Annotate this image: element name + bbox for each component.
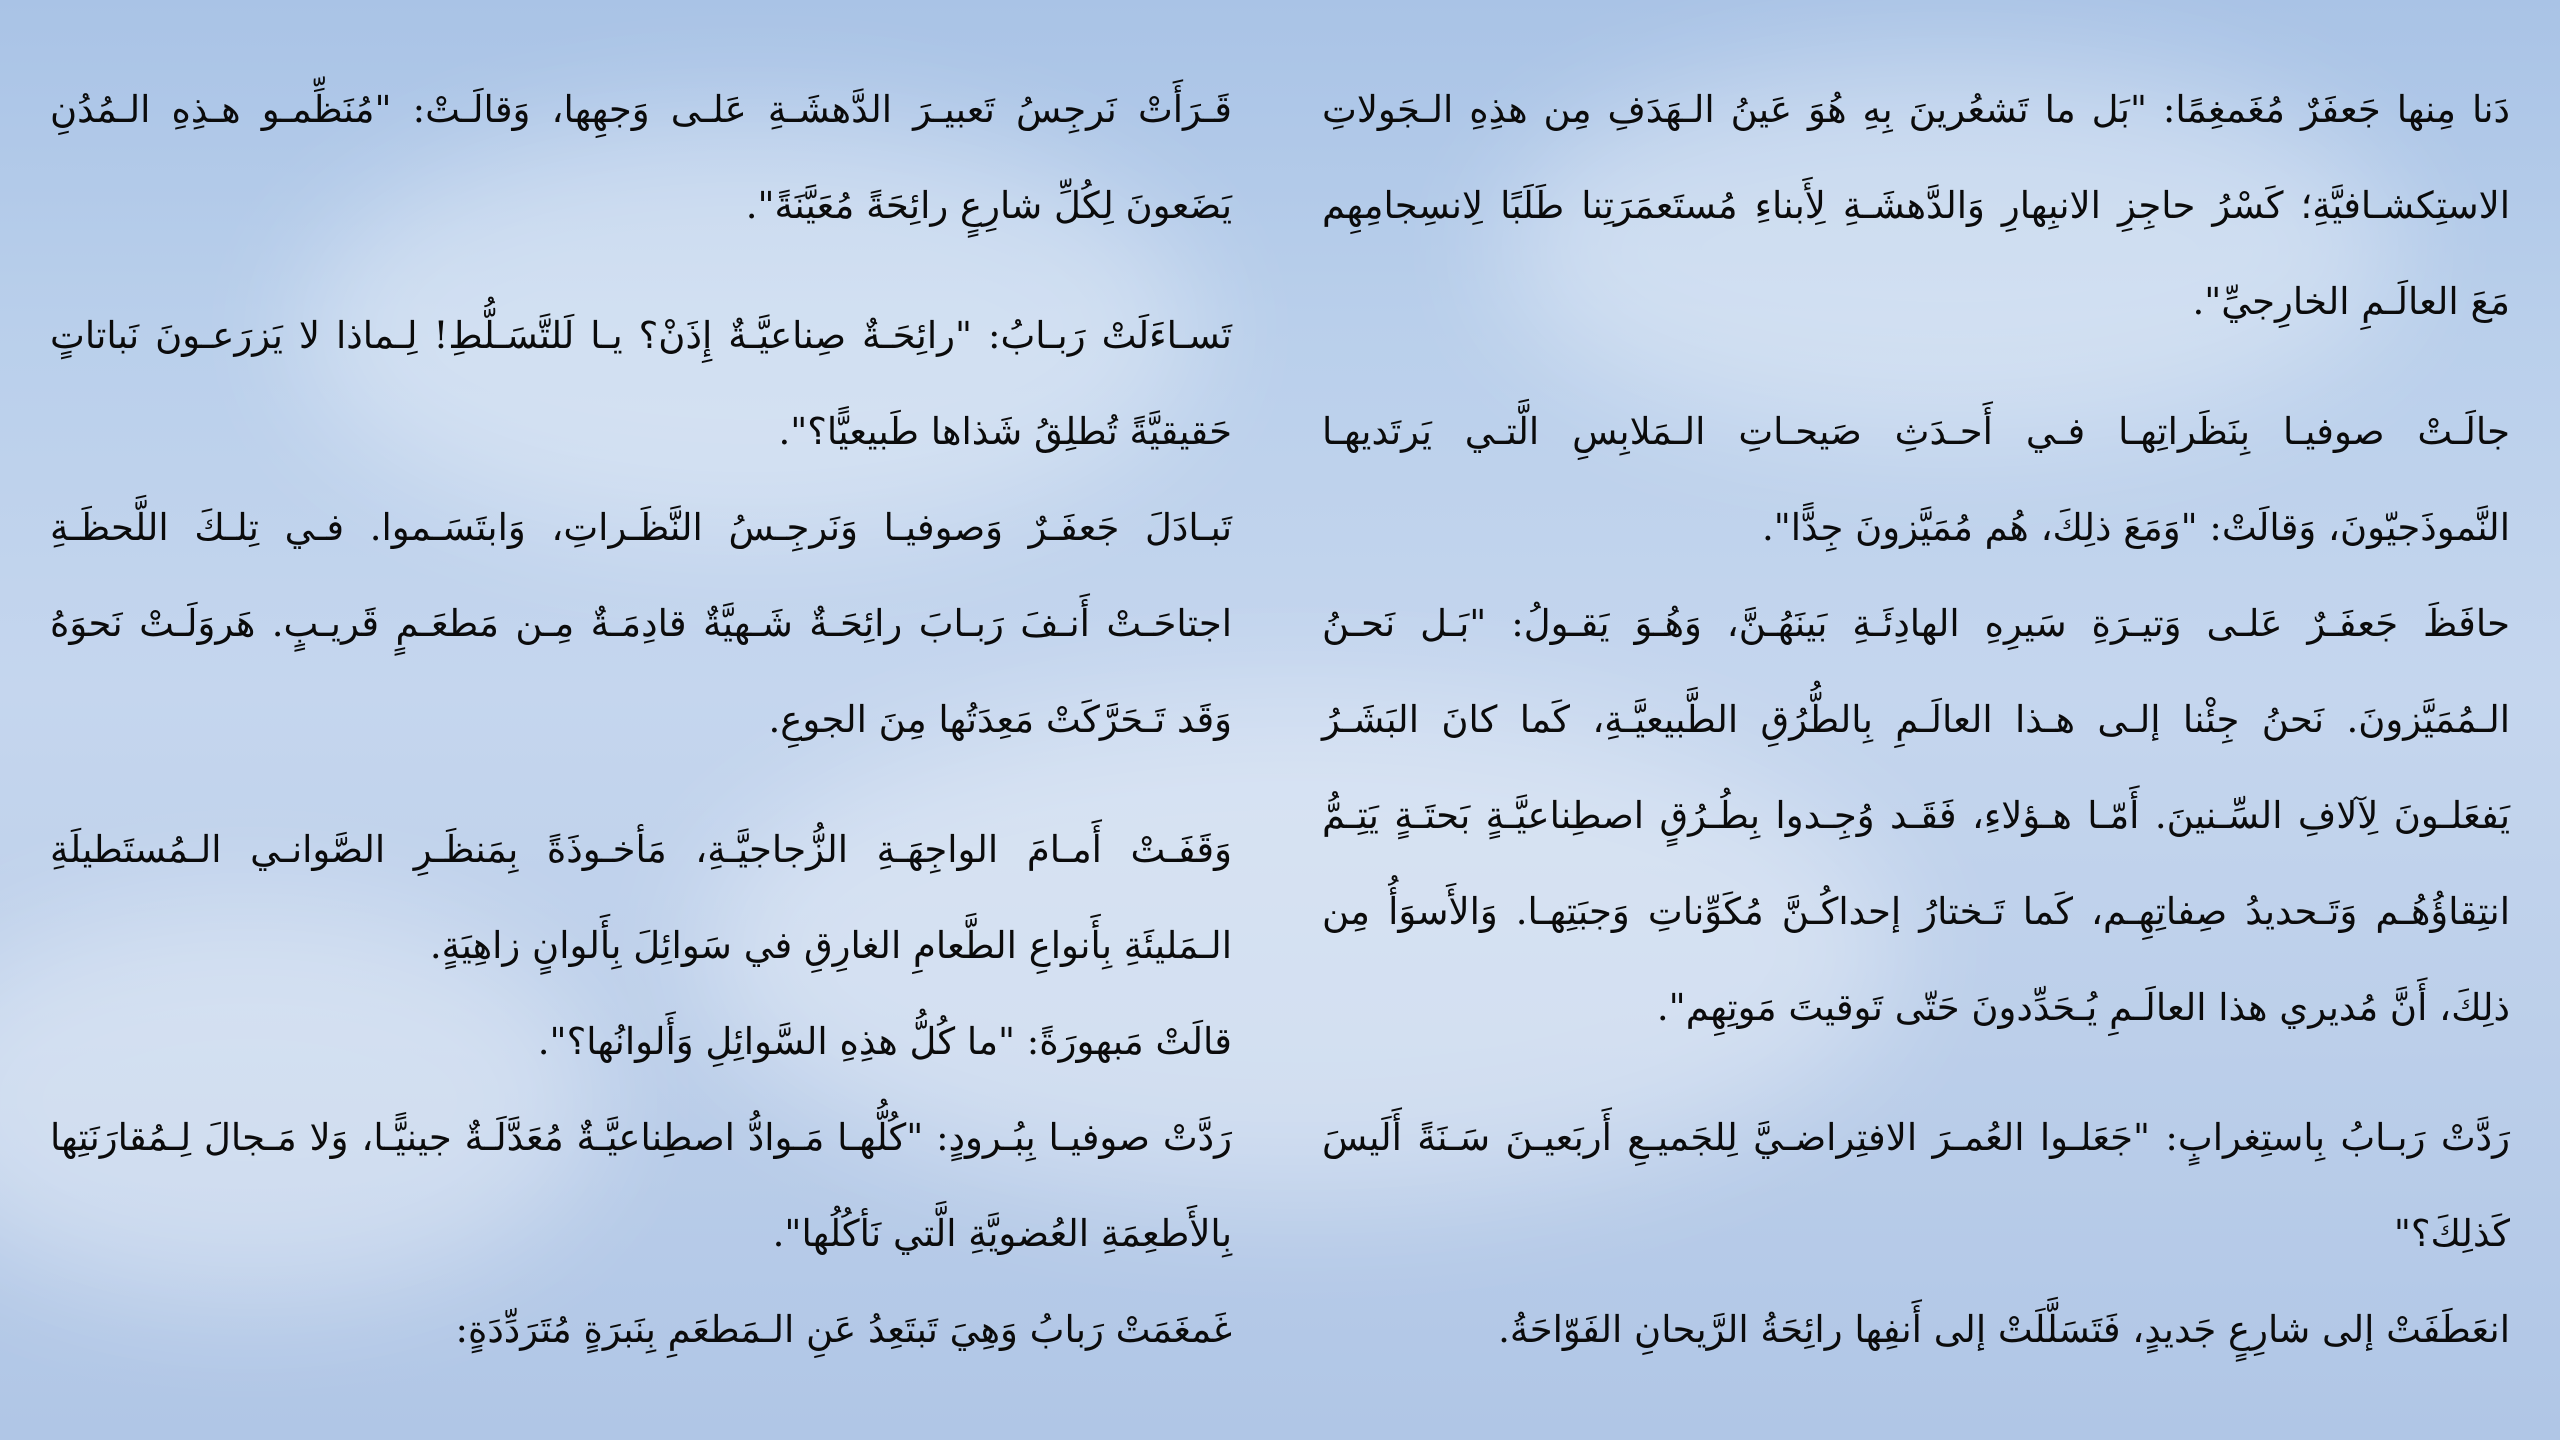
paragraph-exchanged-looks: تَبـادَلَ جَعفَـرٌ وَصوفيـا وَنَرجِـسُ النَّظَـراتِ، وَابتَسَـموا. فـي تِلـكَ اللَّحظَـةِ اجتاحَـتْ أَنـفَ رَبـابَ رائِحَـةٌ شَـهيَّةٌ قادِمَـةٌ مِـن مَطعَـمٍ قَريـبٍ. هَروَلَـتْ نَحوَهُ وَقَد تَـحَرَّكَتْ مَعِدَتُها مِنَ الجوعِ. bbox=[50, 506, 1232, 741]
right-column bbox=[1322, 62, 2510, 1378]
paragraph-gap bbox=[1322, 1056, 2510, 1090]
paragraph-rabab-surprise: رَدَّتْ رَبـابُ بِاستِغرابٍ: "جَعَلـوا العُمـرَ الافتِراضـيَّ لِلجَميـعِ أَربَعيـنَ سَـنَةً أَلَيسَ كَذلِكَ؟" bbox=[1322, 1116, 2510, 1255]
paragraph-new-street: انعَطَفَتْ إلى شارِعٍ جَديدٍ، فَتَسَلَّلَتْ إلى أَنفِها رائِحَةُ الرَّيحانِ الفَوّاحَةُ. bbox=[1498, 1308, 2510, 1351]
paragraph-narjis-read: قَـرَأَتْ نَرجِسُ تَعبيـرَ الدَّهشَـةِ عَلـى وَجهِها، وَقالَـتْ: "مُنَظِّمـو هـذِهِ الـمُدُنِ يَضَعونَ لِكُلِّ شارِعٍ رائِحَةً مُعَيَّنَةً". bbox=[50, 88, 1232, 227]
paragraph-dazzled: قالَتْ مَبهورَةً: "ما كُلُّ هذِهِ السَّوائِلِ وَأَلوانُها؟". bbox=[537, 1020, 1232, 1063]
paragraph-jaafar-murmur: دَنا مِنها جَعفَرٌ مُغَمغِمًا: "بَل ما تَشعُرينَ بِهِ هُوَ عَينُ الـهَدَفِ مِن هذِهِ الـجَولاتِ الاستِكشـافيَّةِ؛ كَسْرُ حاجِزِ الانبِهارِ وَالدَّهشَـةِ لِأَبناءِ مُستَعمَرَتِنا طَلَبًا لِانسِجامِهِم مَعَ العالَـمِ الخارِجيِّ". bbox=[1322, 88, 2510, 323]
left-column bbox=[50, 62, 1232, 1378]
paragraph-glass-facade: وَقَفَـتْ أَمـامَ الواجِهَـةِ الزُّجاجيَّـةِ، مَأخـوذَةً بِمَنظَـرِ الصَّوانـي الـمُستَطيلَةِ الـمَليئَةِ بِأَنواعِ الطَّعامِ الغارِقِ في سَوائِلَ بِأَلوانٍ زاهِيَةٍ. bbox=[50, 828, 1232, 967]
paragraph-rabab-question: تَسـاءَلَتْ رَبـابُ: "رائِحَـةٌ صِناعيَّـةٌ إِذَنْ؟ يـا لَلتَّسَـلُّطِ! لِـماذا لا يَزرَعـونَ نَباتاتٍ حَقيقيَّةً تُطلِقُ شَذاها طَبيعيًّا؟". bbox=[50, 314, 1232, 453]
paragraph-rabab-murmur: غَمغَمَتْ رَبابُ وَهِيَ تَبتَعِدُ عَنِ الـمَطعَمِ بِنَبرَةٍ مُتَرَدِّدَةٍ: bbox=[455, 1308, 1232, 1351]
paragraph-gap bbox=[1322, 350, 2510, 384]
paragraph-gap bbox=[50, 768, 1232, 802]
paragraph-jaafar-pace: حافَظَ جَعفَـرٌ عَلـى وَتيـرَةِ سَيرِهِ الهادِئَـةِ بَينَهُـنَّ، وَهُـوَ يَقـولُ: "بَـل نَحـنُ الـمُمَيَّزونَ. نَحنُ جِئْنا إلـى هـذا العالَـمِ بِالطُّرُقِ الطَّبيعيَّـةِ، كَما كانَ البَشَـرُ يَفعَلـونَ لِآلافِ السِّـنينَ. أَمّـا هـؤلاءِ، فَقَـد وُجِـدوا بِطُـرُقٍ اصطِناعيَّـةٍ بَحتَـةٍ يَتِـمُّ انتِقاؤُهُـم وَتَـحديدُ صِفاتِهِـم، كَما تَـختارُ إحداكُـنَّ مُكَوِّناتِ وَجبَتِهـا. وَالأَسوَأُ مِن ذلِكَ، أَنَّ مُديري هذا العالَـمِ يُـحَدِّدونَ حَتّى تَوقيتَ مَوتِهِم". bbox=[1322, 602, 2510, 1029]
paragraph-gap bbox=[50, 254, 1232, 288]
paragraph-sofia-glance: جالَـتْ صوفيـا بِنَظَراتِهـا فـي أَحـدَثِ صَيحـاتِ الـمَلابِسِ الَّتـي يَرتَديهـا النَّموذَجيّونَ، وَقالَتْ: "وَمَعَ ذلِكَ، هُم مُمَيَّزونَ جِدًّا". bbox=[1322, 410, 2510, 549]
paragraph-sofia-cold: رَدَّتْ صوفيـا بِبُـرودٍ: "كُلُّهـا مَـوادُّ اصطِناعيَّـةٌ مُعَدَّلَـةٌ جينيًّـا، وَلا مَـجالَ لِـمُقارَنَتِها بِالأَطعِمَةِ العُضويَّةِ الَّتي نَأكُلُها". bbox=[50, 1116, 1232, 1255]
